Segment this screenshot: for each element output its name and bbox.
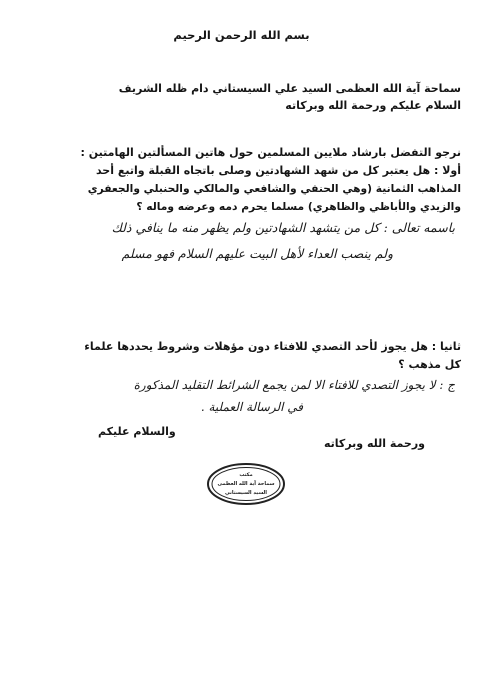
question-2-line-1: ثانيا : هل يجوز لأحد التصدي للافتاء دون مؤهلات وشروط يحددها علماء: [84, 340, 461, 353]
answer-1-line-1: باسمه تعالى : كل من يتشهد الشهادتين ولم يظهر منه ما ينافي ذلك: [111, 220, 455, 235]
question-1-line-1: أولا : هل يعتبر كل من شهد الشهادتين وصلى باتجاه القبلة واتبع أحد: [95, 164, 461, 177]
intro-line: نرجو التفضل بارشاد ملايين المسلمين حول هاتين المسألتين الهامتين :: [80, 146, 461, 159]
question-1-line-3: والزيدي والأباظي والظاهري) مسلما يحرم دمه وعرضه وماله ؟: [136, 200, 461, 213]
answer-2-line-2: في الرسالة العملية .: [200, 400, 303, 414]
seal-line-3: السيد السيستاني: [224, 490, 268, 496]
closing-answer: والسلام عليكم: [98, 425, 176, 438]
closing-sender: ورحمة الله وبركاته: [323, 437, 425, 450]
seal-line-1: مكتب: [239, 472, 253, 478]
answer-2-line-1: ج : لا يجوز التصدي للافتاء الا لمن يجمع الشرائط التقليد المذكورة: [133, 378, 455, 392]
basmala: بسم الله الرحمن الرحيم: [173, 28, 310, 42]
seal-line-2: سماحة آية الله العظمى: [217, 481, 275, 487]
seal-stamp: [206, 462, 286, 506]
address-line-1: سماحة آية الله العظمى السيد علي السيستاني دام ظله الشريف: [118, 82, 461, 95]
address-line-2: السلام عليكم ورحمة الله وبركاته: [285, 99, 461, 112]
question-2-line-2: كل مذهب ؟: [398, 358, 461, 371]
question-1-line-2: المذاهب الثمانية (وهي الحنفي والشافعي والمالكي والحنبلي والجعفري: [87, 182, 461, 195]
answer-1-line-2: ولم ينصب العداء لأهل البيت عليهم السلام فهو مسلم: [121, 246, 393, 261]
